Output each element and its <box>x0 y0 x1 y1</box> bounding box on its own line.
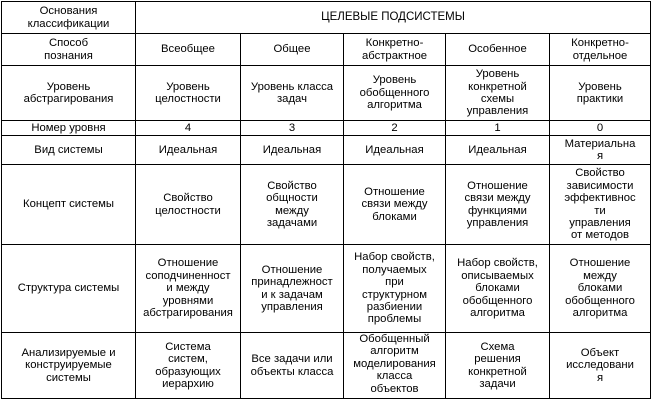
cell-text: Система систем, образующих иерархию <box>155 340 221 390</box>
row-label-cell <box>2 136 136 165</box>
table-cell <box>550 245 651 333</box>
cell-text: Свойство целостности <box>155 192 221 217</box>
header-group-cell <box>136 2 651 34</box>
row-label: Концепт системы <box>23 198 114 211</box>
cell-text: Отношение принадлежност и к задачам управления <box>251 263 333 313</box>
table-cell <box>344 34 446 66</box>
cell-text: Материальна я <box>564 137 636 162</box>
table-cell <box>446 121 550 136</box>
cell-text: Идеальная <box>158 143 218 156</box>
table-cell <box>241 66 344 121</box>
cell-text: Отношение связи между функциями управления <box>464 179 531 229</box>
row-label: Структура системы <box>17 282 120 295</box>
cell-text: Уровень практики <box>576 80 624 105</box>
table-cell <box>136 66 241 121</box>
cell-text: Свойство общности между задачами <box>266 179 318 229</box>
table-row <box>2 121 651 136</box>
table-row <box>2 333 651 399</box>
table-cell <box>136 34 241 66</box>
cell-text: Набор свойств, получаемых при структурном разбиении проблемы <box>354 251 435 326</box>
table-cell <box>344 245 446 333</box>
cell-text: 4 <box>184 121 192 134</box>
cell-text: Отношение соподчиненност и между уровнями абстрагирования <box>143 257 233 320</box>
cell-text: Отношение между блоками обобщенного алгоритма <box>565 257 635 320</box>
row-label-cell <box>2 165 136 245</box>
row-label: Уровень абстрагирования <box>23 80 114 105</box>
header-basis-label: Основания классификации <box>27 5 110 30</box>
row-label: Способ познания <box>44 37 93 62</box>
table-cell <box>446 333 550 399</box>
table-cell <box>550 66 651 121</box>
cell-text: Отношение связи между блоками <box>361 185 428 223</box>
cell-text: Уровень класса задач <box>250 80 334 105</box>
table-cell <box>344 121 446 136</box>
table-cell <box>550 136 651 165</box>
table-cell <box>550 34 651 66</box>
table-cell <box>446 34 550 66</box>
table-cell <box>136 245 241 333</box>
table-cell <box>344 66 446 121</box>
table-cell <box>446 136 550 165</box>
cell-text: Обобщенный алгоритм моделирования класса объектов <box>353 333 436 395</box>
row-label-cell <box>2 34 136 66</box>
cell-text: Все задачи или объекты класса <box>250 353 334 378</box>
table-cell <box>241 34 344 66</box>
cell-text: Идеальная <box>365 143 424 156</box>
table-cell <box>241 245 344 333</box>
table-cell <box>446 66 550 121</box>
row-label-cell <box>2 121 136 136</box>
cell-text: Идеальная <box>262 143 322 156</box>
cell-text: 2 <box>391 121 398 134</box>
cell-text: Уровень конкретной схемы управления <box>466 68 529 118</box>
table-cell <box>241 165 344 245</box>
table-row <box>2 66 651 121</box>
cell-text: Объект исследовани я <box>566 346 634 384</box>
header-group-label: ЦЕЛЕВЫЕ ПОДСИСТЕМЫ <box>321 11 465 24</box>
table-cell <box>550 333 651 399</box>
cell-text: 0 <box>596 121 604 134</box>
cell-text: Схема решения конкретной задачи <box>468 340 527 390</box>
table-cell <box>136 121 241 136</box>
table-cell <box>241 333 344 399</box>
cell-text: 1 <box>494 121 501 134</box>
cell-text: Конкретно- абстрактное <box>361 37 428 62</box>
cell-text: Уровень обобщенного алгоритма <box>359 74 430 112</box>
cell-text: 3 <box>288 121 296 134</box>
table-cell <box>344 165 446 245</box>
table-cell <box>136 136 241 165</box>
table-row <box>2 165 651 245</box>
row-label: Анализируемые и конструируемые системы <box>21 346 116 384</box>
table-cell <box>446 245 550 333</box>
row-label-cell <box>2 333 136 399</box>
header-row <box>2 2 651 34</box>
cell-text: Уровень целостности <box>155 80 221 105</box>
table-cell <box>550 165 651 245</box>
cell-text: Всеобщее <box>161 43 215 56</box>
table-cell <box>241 136 344 165</box>
row-label-cell <box>2 245 136 333</box>
header-basis-cell <box>2 2 136 34</box>
row-label: Вид системы <box>34 143 103 156</box>
cell-text: Особенное <box>468 43 527 56</box>
row-label: Номер уровня <box>31 121 106 134</box>
table-cell <box>241 121 344 136</box>
cell-text: Общее <box>273 43 311 56</box>
table-row <box>2 34 651 66</box>
table-row <box>2 136 651 165</box>
table-cell <box>136 333 241 399</box>
table-cell <box>344 333 446 399</box>
table-cell <box>136 165 241 245</box>
cell-text: Набор свойств, описываемых блоками обобщенного алгоритма <box>457 257 538 320</box>
row-label-cell <box>2 66 136 121</box>
table-cell <box>446 165 550 245</box>
classification-table <box>1 1 651 399</box>
cell-text: Свойство зависимости эффективнос ти управления от методов <box>564 167 636 242</box>
table-cell <box>550 121 651 136</box>
table-cell <box>344 136 446 165</box>
cell-text: Конкретно- отдельное <box>571 37 629 62</box>
cell-text: Идеальная <box>468 143 527 156</box>
table-row <box>2 245 651 333</box>
